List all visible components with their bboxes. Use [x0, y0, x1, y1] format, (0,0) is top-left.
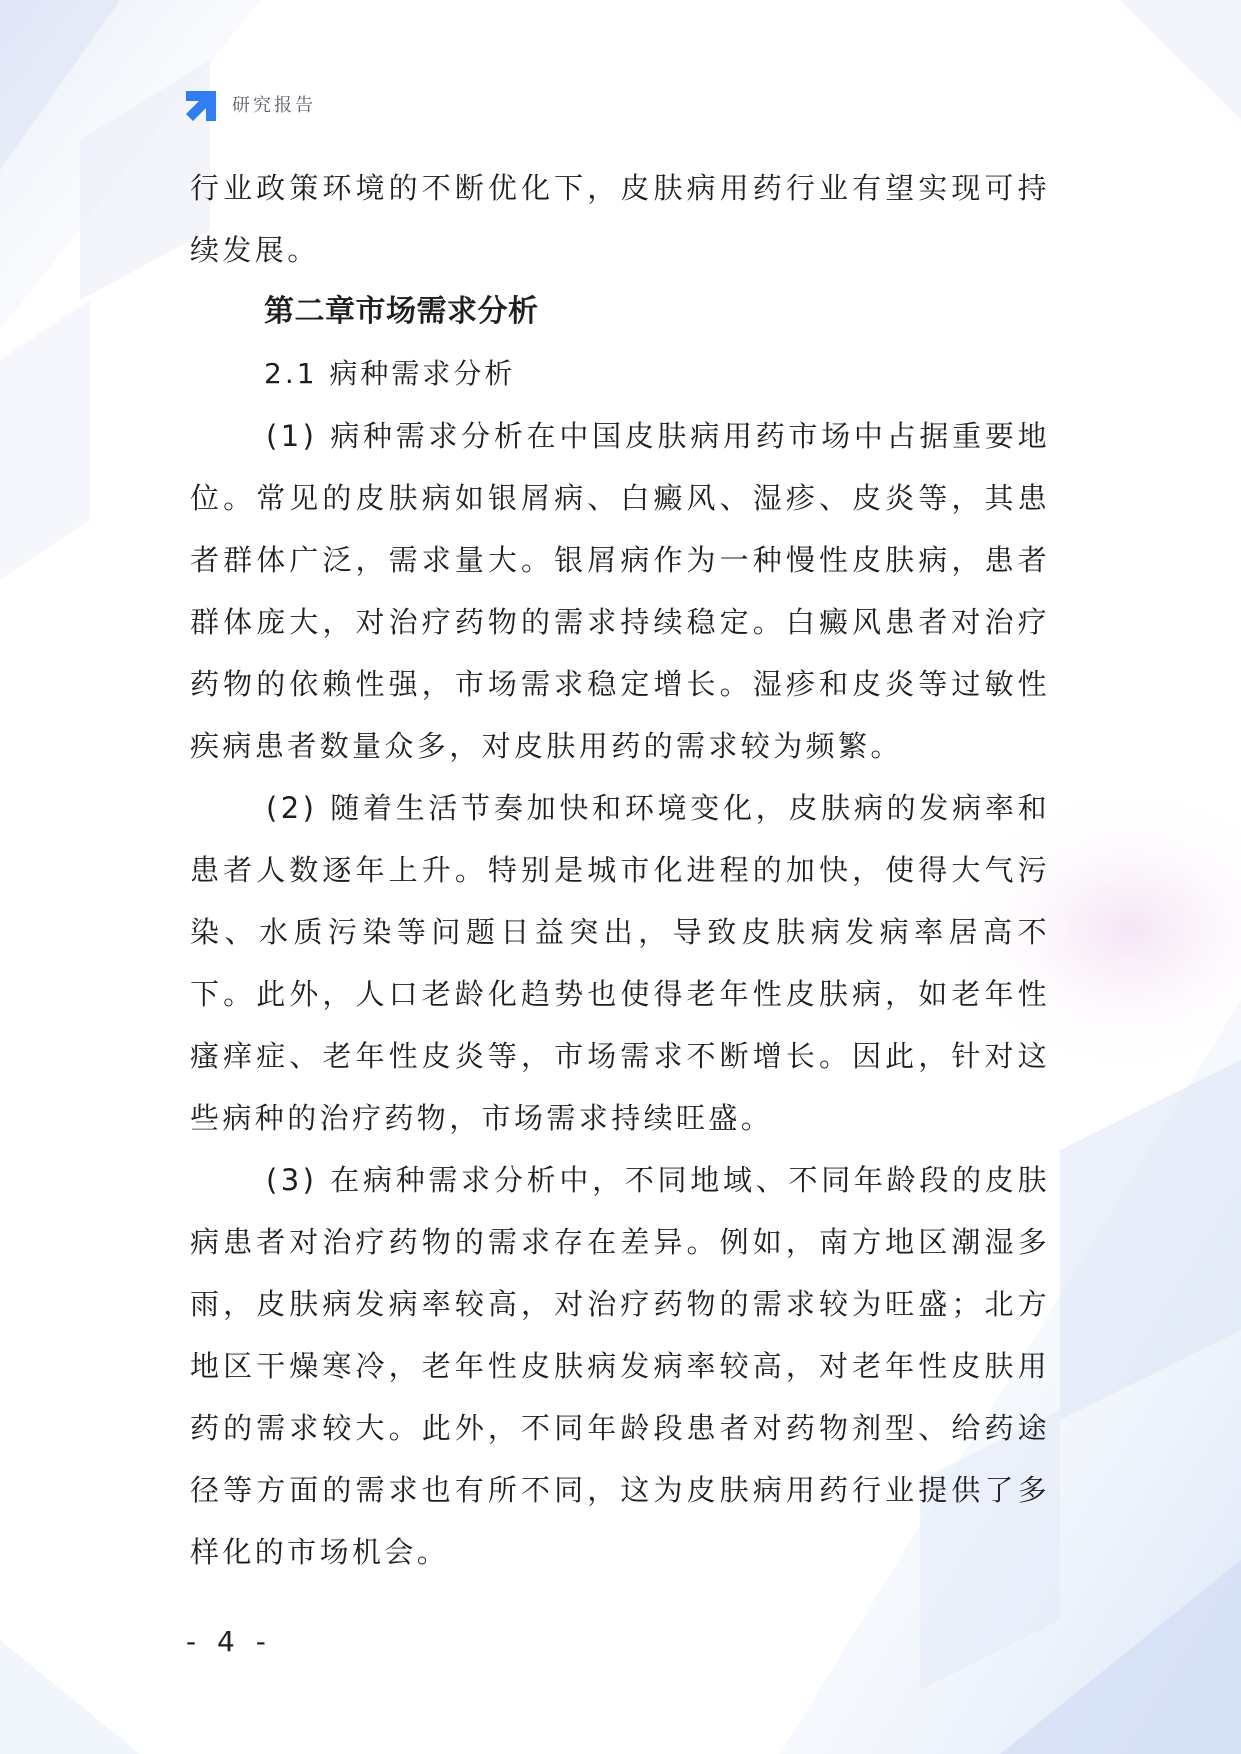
- arrow-logo-icon: [186, 87, 220, 121]
- intro-paragraph: 行业政策环境的不断优化下，皮肤病用药行业有望实现可持续发展。: [190, 171, 1050, 267]
- section-title: 2.1 病种需求分析: [264, 357, 516, 390]
- chapter-title: 第二章市场需求分析: [264, 294, 539, 329]
- paragraph-1: (1) 病种需求分析在中国皮肤病用药市场中占据重要地位。常见的皮肤病如银屑病、白癜风、湿疹、皮炎等，其患者群体广泛，需求量大。银屑病作为一种慢性皮肤病，患者群体庞大，对治疗药物的需求持续稳定。白癜风患者对治疗药物的依赖性强，市场需求稳定增长。湿疹和皮炎等过敏性疾病患者数量众多，对皮肤用药的需求较为频繁。: [190, 419, 1050, 763]
- paragraph-2: (2) 随着生活节奏加快和环境变化，皮肤病的发病率和患者人数逐年上升。特别是城市化进程的加快，使得大气污染、水质污染等问题日益突出，导致皮肤病发病率居高不下。此外，人口老龄化趋势也使得老年性皮肤病，如老年性瘙痒症、老年性皮炎等，市场需求不断增长。因此，针对这些病种的治疗药物，市场需求持续旺盛。: [190, 791, 1050, 1135]
- paragraph-3: (3) 在病种需求分析中，不同地域、不同年龄段的皮肤病患者对治疗药物的需求存在差异。例如，南方地区潮湿多雨，皮肤病发病率较高，对治疗药物的需求较为旺盛；北方地区干燥寒冷，老年性皮肤病发病率较高，对老年性皮肤用药的需求较大。此外，不同年龄段患者对药物剂型、给药途径等方面的需求也有所不同，这为皮肤病用药行业提供了多样化的市场机会。: [190, 1163, 1050, 1569]
- header-title: 研究报告: [232, 95, 316, 116]
- document-body: [190, 157, 1050, 1583]
- page-header: [186, 86, 316, 122]
- page-number: - 4 -: [186, 1625, 272, 1658]
